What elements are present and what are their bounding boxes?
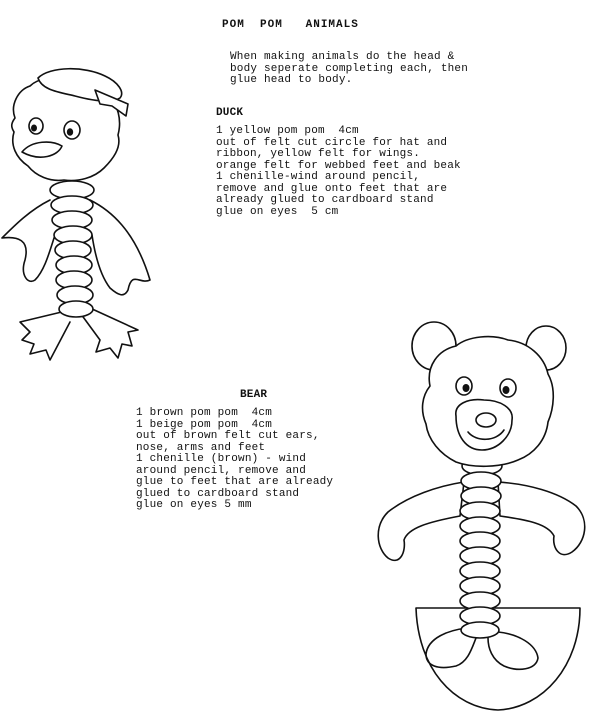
duck-chenille-body bbox=[50, 181, 94, 317]
duck-illustration bbox=[0, 60, 170, 380]
bear-right-foot bbox=[488, 632, 538, 669]
duck-left-wing bbox=[2, 200, 55, 281]
bear-left-arm bbox=[378, 482, 464, 560]
bear-chenille-body bbox=[460, 457, 502, 638]
duck-instructions: 1 yellow pom pom 4cm out of felt cut circle for hat and ribbon, yellow felt for wings. orange felt for webbed feet and beak 1 chenille-wind around pencil, remove and glue onto feet that are already glued to cardboard stand glue on eyes 5 cm bbox=[216, 125, 461, 218]
bear-instructions: 1 brown pom pom 4cm 1 beige pom pom 4cm out of brown felt cut ears, nose, arms and feet 1 chenille (brown) - wind around pencil, remove and glue to feet that are already glued to cardboard stand glue on eyes 5 mm bbox=[136, 407, 334, 511]
duck-left-foot bbox=[20, 310, 70, 360]
duck-heading: DUCK bbox=[216, 107, 244, 119]
duck-right-wing bbox=[90, 200, 150, 295]
bear-nose bbox=[476, 413, 496, 427]
bear-illustration bbox=[368, 316, 600, 720]
bear-stand bbox=[416, 608, 580, 710]
bear-right-arm bbox=[498, 482, 585, 555]
page-title: POM POM ANIMALS bbox=[222, 19, 359, 31]
intro-text: When making animals do the head & body seperate completing each, then glue head to body. bbox=[230, 51, 469, 86]
bear-heading: BEAR bbox=[240, 389, 268, 401]
